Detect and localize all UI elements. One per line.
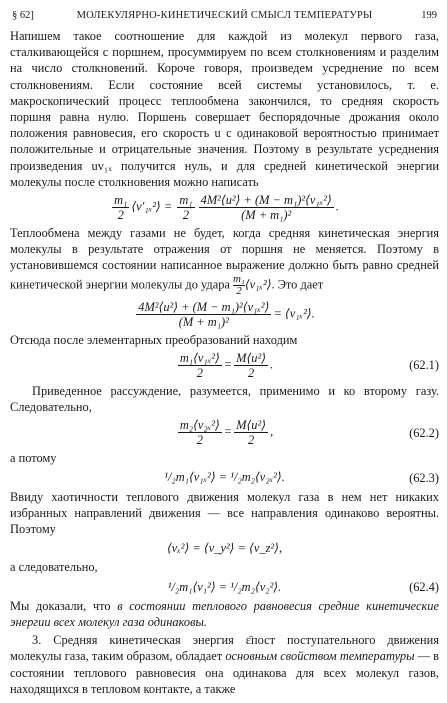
inline-fraction (233, 274, 245, 297)
chapter-title: МОЛЕКУЛЯРНО-КИНЕТИЧЕСКИЙ СМЫСЛ ТЕМПЕРАТУРЫ (76, 10, 373, 21)
frac-num: m₁ (179, 193, 193, 208)
paragraph-1: Напишем такое соотношение для каждой из молекул первого газа, сталкивающейся с поршнем, просуммируем по всем столкновениям и разделим на число столкновений. Короче говоря, произведем усреднение по всем столкновениям. Если состояние всей системы установилось, т. е. макроскопический процесс теплообмена закончился, то средняя скорость поршня равна нулю. Поршень совершает беспорядочные дрожания около положения равновесия, его скорость u с одинаковой вероятностью принимает положительные и отрицательные значения. Поэтому в результате усреднения произведения uv₁ₓ получится нуль, и для средней кинетической энергии молекулы после столкновения можно написать (10, 29, 439, 189)
equation-number: (62.1) (409, 358, 439, 373)
eq-term: ¹/₂m₁⟨v₁²⟩ = ¹/₂m₂⟨v₂²⟩. (167, 579, 282, 594)
paragraph-7: а следовательно, (10, 560, 98, 575)
eq-sign: = (223, 424, 233, 439)
eq-term: ⟨v′₁ₓ²⟩ (131, 199, 161, 214)
frac-num: m₁ (233, 272, 245, 285)
para-text: — в состоянии теплового равновесия она одинакова для всех молекул газов, находящихся в тепловом контакте, а также (10, 649, 440, 696)
fraction (199, 193, 334, 222)
frac-num: m₁⟨v₁ₓ²⟩ (179, 350, 220, 365)
eq-term: = ⟨v₁ₓ²⟩. (273, 305, 315, 320)
fraction (234, 351, 268, 380)
frac-num: 4M²⟨u²⟩ + (M − m₁)²⟨v₁ₓ²⟩ (200, 193, 332, 208)
frac-den: 2 (248, 365, 255, 380)
frac-num: M⟨u²⟩ (236, 418, 267, 433)
frac-den: 2 (182, 208, 190, 223)
section-marker: § 62] (12, 10, 34, 21)
emphasis-text: основным свойством температуры (225, 649, 415, 664)
fraction (178, 351, 222, 380)
equation-equilibrium (10, 300, 439, 329)
frac-den: (M + m₁)² (241, 208, 292, 223)
page-number: 199 (421, 10, 437, 21)
paragraph-4: Приведенное рассуждение, разумеется, применимо и ко второму газу. Следовательно, (10, 383, 439, 415)
equation-62-2 (10, 418, 439, 447)
frac-den: (M + m₁)² (178, 314, 229, 329)
equation-62-4 (10, 579, 439, 595)
paragraph-5: а потому (10, 451, 57, 466)
frac-num: 4M²⟨u²⟩ + (M − m₁)²⟨v₁ₓ²⟩ (138, 299, 270, 314)
equation-isotropy (10, 540, 439, 556)
equation-averaged-energy (10, 193, 439, 222)
inline-term: ⟨v₁ₓ²⟩ (244, 276, 272, 291)
frac-num: m₂⟨v₂ₓ²⟩ (179, 418, 220, 433)
emphasis-text: в состоянии теплового равновесия средние кинетические энергии всех молекул газа одинаковы. (10, 598, 440, 630)
para-text: Мы доказали, что (10, 598, 118, 613)
fraction (136, 300, 271, 329)
equation-62-1 (10, 351, 439, 380)
fraction (177, 193, 194, 222)
eq-sign: = (223, 357, 233, 372)
eq-sign: = (163, 199, 173, 214)
frac-den: 2 (117, 208, 124, 223)
para-text: Теплообмена между газами не будет, когда средняя кинетическая энергия молекулы в результате отражения от поршня не меняется. Поэтому в установившемся состоянии написанное выражение должно быть равно средней кинетической энергии молекулы до удара (10, 226, 439, 291)
frac-den: 2 (248, 433, 255, 448)
frac-den: 2 (196, 433, 203, 448)
eq-end: . (335, 199, 339, 214)
paragraph-6: Ввиду хаотичности теплового движения молекул газа в нем нет никаких избранных направлений движения — все направления одинаково вероятны. Поэтому (10, 489, 439, 537)
fraction (234, 418, 268, 447)
frac-num: M⟨u²⟩ (236, 350, 267, 365)
eq-end: . (270, 357, 274, 372)
paragraph-9 (10, 632, 439, 697)
paragraph-8 (10, 598, 439, 630)
eq-end: , (270, 424, 274, 439)
frac-den: 2 (236, 284, 242, 297)
paragraph-2 (10, 225, 439, 297)
equation-number: (62.3) (409, 470, 439, 485)
equation-number: (62.2) (409, 425, 439, 440)
running-header (10, 8, 439, 25)
frac-num: m₁ (114, 193, 128, 208)
eq-term: ⟨vₓ²⟩ = ⟨v_y²⟩ = ⟨v_z²⟩, (166, 541, 283, 556)
para-text: . Это дает (271, 276, 324, 291)
equation-62-3 (10, 469, 439, 485)
paragraph-3: Отсюда после элементарных преобразований находим (10, 332, 298, 347)
fraction (112, 193, 129, 222)
fraction (178, 418, 222, 447)
eq-term: ¹/₂m₁⟨v₁ₓ²⟩ = ¹/₂m₂⟨v₂ₓ²⟩. (164, 470, 285, 485)
para-text: 3. Средняя кинетическая энергия ε̄пост поступательного движения молекулы газа, таким образом, обладает (10, 633, 439, 664)
equation-number: (62.4) (409, 579, 439, 594)
frac-den: 2 (196, 365, 203, 380)
